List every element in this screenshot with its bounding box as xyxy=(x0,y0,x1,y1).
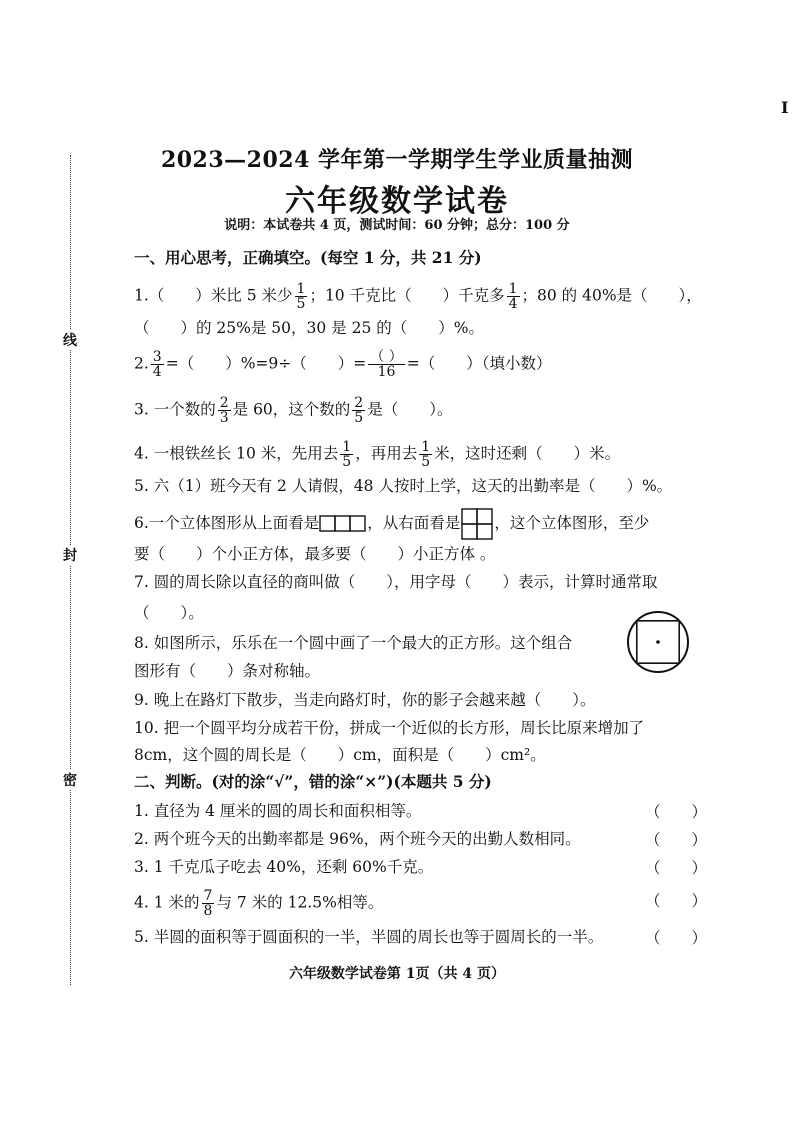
judge-answer-2[interactable]: （ ） xyxy=(645,831,708,849)
frac-num: 1 xyxy=(296,281,306,297)
fraction-seven-eighths xyxy=(202,889,215,918)
question-7-line2: （ ）。 xyxy=(134,604,204,622)
j4-text-a: 4. 1 米的 xyxy=(134,893,200,912)
q4-text-a: 4. 一根铁丝长 10 米，先用去 xyxy=(134,444,339,463)
q6-text-b: ，从右面看是 xyxy=(367,514,461,532)
judge-item-5: 5. 半圆的面积等于圆面积的一半，半圆的周长也等于圆周长的一半。 xyxy=(134,928,604,946)
binding-line xyxy=(70,155,71,985)
frac-den: 16 xyxy=(368,364,404,379)
q6-text-c: ，这个立体图形，至少 xyxy=(494,514,650,532)
question-9: 9. 晚上在路灯下散步，当走向路灯时，你的影子会越来越（ ）。 xyxy=(134,691,596,709)
circle-square-figure xyxy=(625,609,691,675)
top-view-figure xyxy=(319,512,367,536)
frac-num: 1 xyxy=(342,439,352,455)
question-1-line1 xyxy=(134,282,702,311)
q1-text-b: ；10 千克比（ ）千克多 xyxy=(309,286,505,305)
frac-den: 5 xyxy=(296,296,306,312)
question-5: 5. 六（1）班今天有 2 人请假，48 人按时上学，这天的出勤率是（ ）%。 xyxy=(134,477,673,495)
judge-answer-5[interactable]: （ ） xyxy=(645,929,708,947)
frac-den: 5 xyxy=(342,454,352,470)
frac-num: 3 xyxy=(152,349,162,365)
q3-text-b: 是 60，这个数的 xyxy=(232,400,351,419)
question-4 xyxy=(134,440,620,469)
fraction-two-fifths xyxy=(352,396,365,425)
judge-answer-3[interactable]: （ ） xyxy=(645,859,708,877)
q3-text-c: 是（ ）。 xyxy=(367,400,453,419)
fraction-three-fourths xyxy=(151,350,164,379)
frac-num: 7 xyxy=(203,888,213,904)
judge-item-4 xyxy=(134,889,383,918)
exam-title: 2023—2024 学年第一学期学生学业质量抽测 xyxy=(160,147,634,173)
question-6-line2: 要（ ）个小正方体，最多要（ ）小正方体 。 xyxy=(134,545,496,563)
frac-den: 4 xyxy=(152,364,162,380)
frac-den: 4 xyxy=(508,296,518,312)
frac-den: 5 xyxy=(354,410,364,426)
fraction-one-fifth-a xyxy=(340,440,353,469)
top-corner-mark: I xyxy=(781,98,789,117)
section2-heading: 二、判断。(对的涂“√”，错的涂“×”)(本题共 5 分) xyxy=(134,772,492,791)
q2-text-a: 2. xyxy=(134,354,149,373)
question-10-line2: 8cm，这个圆的周长是（ ）cm，面积是（ ）cm²。 xyxy=(134,746,546,764)
question-7-line1: 7. 圆的周长除以直径的商叫做（ ），用字母（ ）表示，计算时通常取 xyxy=(134,573,658,591)
section1-heading: 一、用心思考，正确填空。(每空 1 分，共 21 分) xyxy=(134,248,482,267)
binding-char-line: 线 xyxy=(63,330,77,350)
q4-text-c: 米，这时还剩（ ）米。 xyxy=(434,444,621,463)
q1-text-a: 1.（ ）米比 5 米少 xyxy=(134,286,293,305)
judge-item-1: 1. 直径为 4 厘米的圆的周长和面积相等。 xyxy=(134,802,422,820)
fraction-blank-16 xyxy=(368,350,404,379)
q2-text-c: =（ ）（填小数） xyxy=(406,354,552,373)
question-2 xyxy=(134,350,551,379)
q2-text-b: =（ ）%=9÷（ ）= xyxy=(165,354,367,373)
fraction-one-fifth xyxy=(295,282,308,311)
frac-num: 1 xyxy=(421,439,431,455)
frac-num: 2 xyxy=(219,395,229,411)
frac-num: 2 xyxy=(354,395,364,411)
exam-note: 说明：本试卷共 4 页，测试时间：60 分钟；总分：100 分 xyxy=(224,218,570,233)
fraction-one-fifth-b xyxy=(419,440,432,469)
page-footer: 六年级数学试卷第 1页（共 4 页） xyxy=(288,966,506,982)
frac-den: 5 xyxy=(421,454,431,470)
judge-item-2: 2. 两个班今天的出勤率都是 96%，两个班今天的出勤人数相同。 xyxy=(134,830,581,848)
judge-answer-1[interactable]: （ ） xyxy=(645,803,708,821)
question-3 xyxy=(134,396,452,425)
question-8-line1: 8. 如图所示，乐乐在一个圆中画了一个最大的正方形。这个组合 xyxy=(134,634,573,652)
frac-num: 1 xyxy=(508,281,518,297)
question-1-line2: （ ）的 25%是 50，30 是 25 的（ ）%。 xyxy=(134,319,484,337)
judge-item-3: 3. 1 千克瓜子吃去 40%，还剩 60%千克。 xyxy=(134,858,434,876)
question-6-line1 xyxy=(134,508,649,540)
frac-den: 8 xyxy=(203,903,213,919)
right-view-figure xyxy=(460,508,494,540)
question-10-line1: 10. 把一个圆平均分成若干份，拼成一个近似的长方形，周长比原来增加了 xyxy=(134,719,645,737)
fraction-two-thirds xyxy=(218,396,231,425)
fraction-one-fourth xyxy=(507,282,520,311)
q4-text-b: ，再用去 xyxy=(355,444,418,463)
question-8-line2: 图形有（ ）条对称轴。 xyxy=(134,662,321,680)
frac-den: 3 xyxy=(219,410,229,426)
exam-subtitle: 六年级数学试卷 xyxy=(285,184,509,219)
q6-text-a: 6.一个立体图形从上面看是 xyxy=(134,514,320,532)
binding-char-seal: 封 xyxy=(63,545,77,565)
j4-text-b: 与 7 米的 12.5%相等。 xyxy=(216,893,384,912)
q1-text-c: ；80 的 40%是（ ）， xyxy=(521,286,702,305)
judge-answer-4[interactable]: （ ） xyxy=(645,892,708,910)
frac-num-blank: （ ） xyxy=(370,349,403,365)
q3-text-a: 3. 一个数的 xyxy=(134,400,216,419)
binding-char-secret: 密 xyxy=(63,770,77,790)
